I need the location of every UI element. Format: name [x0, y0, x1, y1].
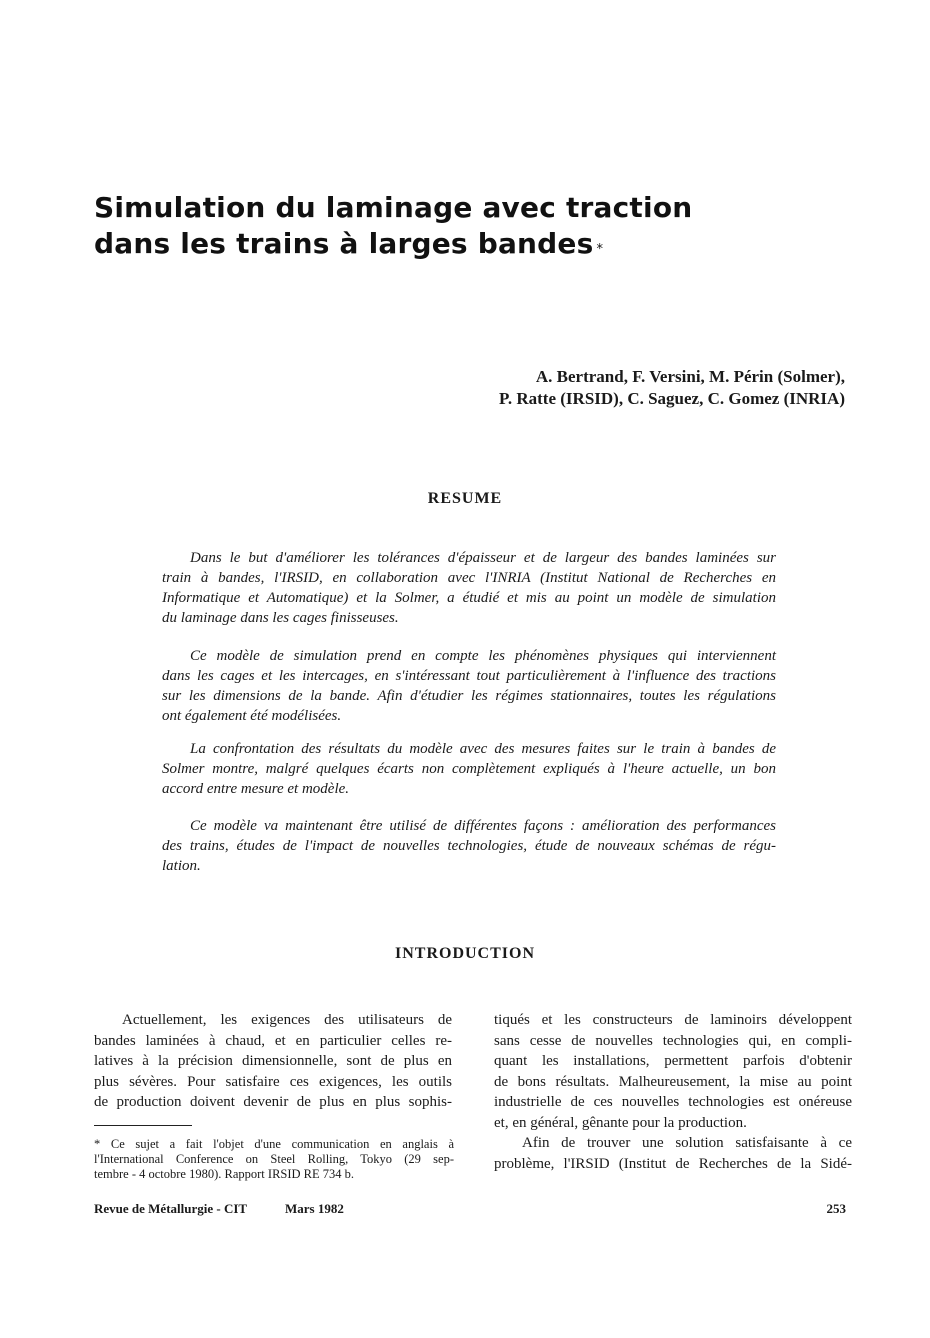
- footnote-line: tembre - 4 octobre 1980). Rapport IRSID RE 734 b.: [94, 1167, 355, 1181]
- body-line: tiqués et les constructeurs de laminoirs développent: [494, 1012, 852, 1028]
- footnote-line: * Ce sujet a fait l'objet d'une communication en anglais à: [94, 1137, 454, 1151]
- footnote-divider: [94, 1125, 192, 1126]
- footer-journal-name: Revue de Métallurgie - CIT: [94, 1201, 248, 1216]
- abstract-line: Informatique et Automatique) et la Solmer, a étudié et mis au point un modèle de simulation: [162, 590, 776, 606]
- abstract-line: sur les dimensions de la bande. Afin d'étudier les régimes stationnaires, toutes les régulations: [162, 688, 776, 704]
- abstract-line: Solmer montre, malgré quelques écarts non complètement expliqués à l'heure actuelle, un bon: [162, 761, 776, 777]
- introduction-heading: INTRODUCTION: [394, 945, 535, 962]
- introduction-right-column-paragraph-1: [494, 1010, 852, 1133]
- author-list: [325, 366, 845, 410]
- body-line: latives à la précision dimensionnelle, sont de plus en: [94, 1053, 452, 1069]
- abstract-line: Ce modèle va maintenant être utilisé de différentes façons : amélioration des performances: [190, 818, 776, 834]
- abstract-line: accord entre mesure et modèle.: [162, 781, 350, 797]
- body-line: de production doivent devenir de plus en plus sophis-: [94, 1094, 452, 1110]
- title-footnote-marker: *: [596, 242, 604, 257]
- abstract-line: train à bandes, l'IRSID, en collaboration avec l'INRIA (Institut National de Recherches en: [162, 570, 776, 586]
- abstract-line: Dans le but d'améliorer les tolérances d'épaisseur et de largeur des bandes laminées sur: [190, 550, 776, 566]
- body-line: Afin de trouver une solution satisfaisante à ce: [522, 1135, 852, 1151]
- body-line: bandes laminées à chaud, et en particulier celles re-: [94, 1032, 452, 1049]
- abstract-line: des trains, études de l'impact de nouvelles technologies, étude de nouveaux schémas de régu-: [162, 838, 776, 854]
- abstract-paragraph-2: [162, 646, 776, 726]
- body-line: sans cesse de nouvelles technologies qui, en compli-: [494, 1032, 852, 1049]
- abstract-paragraph-3: [162, 739, 776, 799]
- body-line: quant les installations, permettent parfois d'obtenir: [494, 1053, 852, 1069]
- footnote: [94, 1137, 454, 1182]
- title-line-1: Simulation du laminage avec traction: [94, 191, 693, 224]
- abstract-line: du laminage dans les cages finisseuses.: [162, 610, 399, 626]
- resume-heading: RESUME: [427, 490, 503, 507]
- body-line: plus sévères. Pour satisfaire ces exigences, les outils: [94, 1073, 452, 1090]
- page-number: 253: [826, 1201, 846, 1216]
- abstract-line: La confrontation des résultats du modèle avec des mesures faites sur le train à bandes de: [190, 741, 776, 757]
- body-line: de bons résultats. Malheureusement, la mise au point: [494, 1073, 852, 1090]
- article-title: [94, 190, 854, 262]
- footer-issue-date: Mars 1982: [285, 1201, 344, 1216]
- body-line: Actuellement, les exigences des utilisateurs de: [122, 1012, 452, 1028]
- introduction-right-column-paragraph-2: [494, 1133, 852, 1174]
- author-line-2: P. Ratte (IRSID), C. Saguez, C. Gomez (INRIA): [499, 389, 845, 408]
- body-line: problème, l'IRSID (Institut de Recherches de la Sidé-: [494, 1155, 852, 1172]
- abstract-paragraph-1: [162, 548, 776, 628]
- body-line: et, en général, gênante pour la production.: [494, 1114, 747, 1131]
- abstract-line: ont également été modélisées.: [162, 708, 342, 724]
- body-line: industrielle de ces nouvelles technologies est onéreuse: [494, 1094, 852, 1110]
- introduction-left-column: [94, 1010, 452, 1113]
- abstract-paragraph-4: [162, 816, 776, 876]
- title-line-2-text: dans les trains à larges bandes: [94, 227, 594, 260]
- author-line-1: A. Bertrand, F. Versini, M. Périn (Solmer),: [535, 367, 845, 386]
- abstract-line: lation.: [162, 858, 201, 874]
- footnote-line: l'International Conference on Steel Rolling, Tokyo (29 sep-: [94, 1152, 454, 1166]
- title-line-2: [94, 226, 854, 262]
- abstract-line: dans les cages et les intercages, en s'intéressant tout particulièrement à l'influence des tractions: [162, 668, 776, 684]
- abstract-line: Ce modèle de simulation prend en compte les phénomènes physiques qui interviennent: [190, 648, 776, 664]
